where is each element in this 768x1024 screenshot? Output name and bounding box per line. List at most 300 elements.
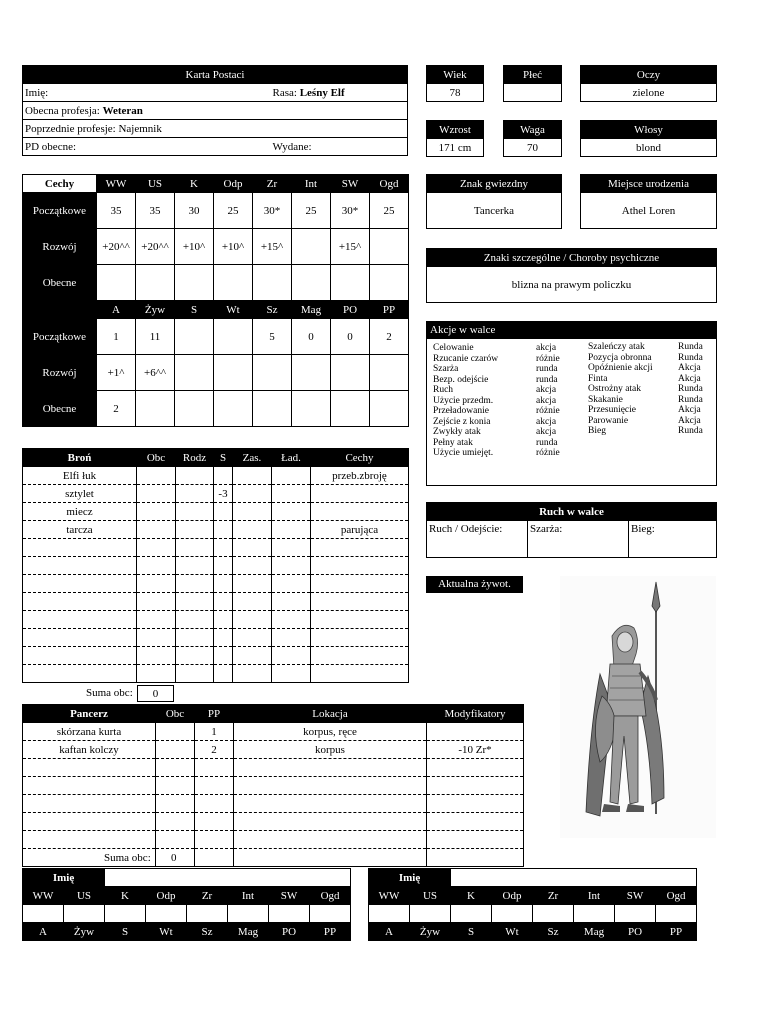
weapon-cell[interactable] <box>311 629 409 647</box>
weapon-cell[interactable] <box>272 629 311 647</box>
combat-actions-right-list <box>588 342 718 437</box>
companion-stat-header: Zr <box>187 887 228 905</box>
armour-cell[interactable] <box>234 831 427 849</box>
weapon-cell[interactable] <box>272 665 311 683</box>
weapon-cell[interactable] <box>176 521 214 539</box>
companion-stat-header: Zr <box>533 887 574 905</box>
companion-stat-header: Wt <box>146 923 187 941</box>
weapon-cell[interactable]: tarcza <box>23 521 137 539</box>
combat-action-name: Finta <box>588 373 608 384</box>
combat-action-type: Akcja <box>678 405 701 415</box>
stat-header-int: Int <box>292 175 331 193</box>
stat-cell[interactable] <box>370 391 409 427</box>
companion-stat-header: Ogd <box>310 887 351 905</box>
stat-cell[interactable] <box>97 265 136 301</box>
combat-action-type: Runda <box>678 352 703 363</box>
weapon-cell[interactable] <box>311 647 409 665</box>
weapon-cell[interactable] <box>137 557 176 575</box>
stat-cell[interactable]: 2 <box>97 391 136 427</box>
weapon-cell[interactable] <box>233 557 272 575</box>
companion-stat-header: SW <box>615 887 656 905</box>
armour-cell[interactable] <box>195 777 234 795</box>
name-row[interactable] <box>23 84 408 102</box>
armour-sum-value[interactable]: 0 <box>171 852 177 864</box>
stat-cell[interactable]: 35 <box>97 193 136 229</box>
hair-label: Włosy <box>581 121 717 139</box>
armour-header: Pancerz <box>23 705 156 723</box>
stat-cell[interactable]: 25 <box>214 193 253 229</box>
stat-cell[interactable] <box>253 391 292 427</box>
race-value[interactable]: Leśny Elf <box>299 86 345 99</box>
weapon-cell[interactable] <box>176 539 214 557</box>
companion-stat-cell[interactable] <box>656 905 697 923</box>
stat-header-s: S <box>175 301 214 319</box>
stat-cell[interactable]: 25 <box>292 193 331 229</box>
companion-stat-cell[interactable] <box>310 905 351 923</box>
weapon-cell[interactable]: Elfi łuk <box>23 467 137 485</box>
weapon-row <box>23 503 409 521</box>
combat-action-item <box>433 343 576 354</box>
weapon-cell[interactable] <box>272 539 311 557</box>
companion-stat-cell[interactable] <box>23 905 64 923</box>
weapons-sum-value[interactable]: 0 <box>137 685 174 702</box>
weapon-row <box>23 629 409 647</box>
combat-action-name: Użycie umiejęt. <box>433 448 494 458</box>
weapon-cell[interactable] <box>272 485 311 503</box>
character-card <box>22 65 408 156</box>
weapon-cell[interactable] <box>214 647 233 665</box>
weight-value[interactable]: 70 <box>504 139 562 157</box>
stat-cell[interactable]: 35 <box>136 193 175 229</box>
weapon-cell[interactable] <box>233 521 272 539</box>
weapon-cell[interactable] <box>23 647 137 665</box>
row-label-advance-secondary: Rozwój <box>23 355 97 391</box>
stat-cell[interactable] <box>214 391 253 427</box>
current-wounds-label[interactable]: Aktualna żywot. <box>426 576 523 593</box>
stat-cell[interactable] <box>331 391 370 427</box>
weapon-cell[interactable] <box>311 665 409 683</box>
weapon-cell[interactable] <box>176 611 214 629</box>
stat-cell[interactable]: +1^ <box>97 355 136 391</box>
weapon-cell[interactable] <box>272 521 311 539</box>
weapon-cell[interactable] <box>214 503 233 521</box>
weapon-cell[interactable] <box>311 575 409 593</box>
weapon-cell[interactable] <box>137 575 176 593</box>
combat-action-name: Parowanie <box>588 415 629 426</box>
armour-cell[interactable]: 2 <box>195 741 234 759</box>
combat-action-item <box>588 353 718 364</box>
weapon-cell[interactable]: parująca <box>311 521 409 539</box>
armour-cell[interactable] <box>156 813 195 831</box>
stat-cell[interactable] <box>292 229 331 265</box>
weapon-cell[interactable] <box>137 539 176 557</box>
weight-label: Waga <box>504 121 562 139</box>
companion-stat-cell[interactable] <box>64 905 105 923</box>
combat-action-name: Rzucanie czarów <box>433 353 499 364</box>
stat-cell[interactable] <box>136 265 175 301</box>
weapon-cell[interactable] <box>233 611 272 629</box>
weapon-cell[interactable] <box>176 557 214 575</box>
weapon-cell[interactable] <box>272 575 311 593</box>
eyes-value[interactable]: zielone <box>581 84 717 102</box>
armour-cell[interactable] <box>195 849 234 867</box>
stats-cechy-label: Cechy <box>23 175 97 193</box>
weapon-cell[interactable] <box>137 629 176 647</box>
armour-cell[interactable]: skórzana kurta <box>23 723 156 741</box>
weapon-cell[interactable] <box>233 503 272 521</box>
stat-header-ogd: Ogd <box>370 175 409 193</box>
weapon-cell[interactable] <box>23 665 137 683</box>
weapon-cell[interactable] <box>23 593 137 611</box>
combat-action-name: Ruch <box>433 385 454 395</box>
armour-cell[interactable] <box>156 723 195 741</box>
armour-cell[interactable] <box>23 831 156 849</box>
weapon-row <box>23 467 409 485</box>
weapon-cell[interactable] <box>311 503 409 521</box>
card-title: Karta Postaci <box>23 66 408 84</box>
armour-cell[interactable] <box>156 777 195 795</box>
companion-stat-cell[interactable] <box>410 905 451 923</box>
stat-cell[interactable] <box>214 319 253 355</box>
weapon-cell[interactable] <box>23 611 137 629</box>
companion-stat-header: Mag <box>228 923 269 941</box>
weapon-cell[interactable] <box>23 629 137 647</box>
stat-cell[interactable]: 30 <box>175 193 214 229</box>
companion-name-field[interactable] <box>451 869 697 887</box>
weapon-cell[interactable] <box>214 611 233 629</box>
armour-cell[interactable] <box>156 741 195 759</box>
armour-cell[interactable]: korpus <box>234 741 427 759</box>
stat-cell[interactable]: +20^^ <box>97 229 136 265</box>
weapons-header: Ład. <box>272 449 311 467</box>
weapon-cell[interactable] <box>272 593 311 611</box>
combat-action-item <box>433 354 576 365</box>
combat-action-name: Przeładowanie <box>433 406 489 416</box>
armour-cell[interactable] <box>427 831 524 849</box>
stat-cell[interactable] <box>136 391 175 427</box>
marks-value[interactable]: blizna na prawym policzku <box>427 267 717 303</box>
sex-value[interactable] <box>504 84 562 102</box>
weapon-cell[interactable] <box>233 539 272 557</box>
hair-value[interactable]: blond <box>581 139 717 157</box>
weapon-cell[interactable] <box>176 629 214 647</box>
stat-cell[interactable]: 11 <box>136 319 175 355</box>
weapon-cell[interactable] <box>214 557 233 575</box>
combat-action-item <box>588 426 718 437</box>
armour-cell[interactable] <box>156 795 195 813</box>
armour-cell[interactable] <box>234 759 427 777</box>
career-label: Obecna profesja: <box>25 104 100 117</box>
weapon-cell[interactable]: przeb.zbroję <box>311 467 409 485</box>
run-field[interactable] <box>629 521 716 557</box>
weapons-header: Broń <box>23 449 137 467</box>
companion-stat-header: Odp <box>492 887 533 905</box>
stat-cell[interactable] <box>214 265 253 301</box>
stat-cell[interactable] <box>253 355 292 391</box>
companion-stat-cell[interactable] <box>369 905 410 923</box>
weapon-cell[interactable] <box>233 485 272 503</box>
stat-header-mag: Mag <box>292 301 331 319</box>
weapon-cell[interactable] <box>137 485 176 503</box>
combat-action-item <box>433 375 576 386</box>
stat-cell[interactable]: +15^ <box>253 229 292 265</box>
armour-cell[interactable] <box>427 777 524 795</box>
stat-cell[interactable] <box>253 265 292 301</box>
companion-stat-cell[interactable] <box>105 905 146 923</box>
weapon-cell[interactable] <box>23 539 137 557</box>
armour-header: Obc <box>156 705 195 723</box>
weapon-cell[interactable] <box>233 467 272 485</box>
companion-stats-table <box>22 868 351 941</box>
armour-cell[interactable] <box>234 813 427 831</box>
weapon-cell[interactable] <box>311 557 409 575</box>
stat-cell[interactable]: +10^ <box>214 229 253 265</box>
weapon-cell[interactable] <box>137 647 176 665</box>
weapon-cell[interactable] <box>311 611 409 629</box>
combat-action-item <box>433 406 576 417</box>
combat-action-name: Skakanie <box>588 394 623 405</box>
weapon-cell[interactable] <box>137 503 176 521</box>
row-label-current-secondary: Obecne <box>23 391 97 427</box>
companion-stat-cell[interactable] <box>451 905 492 923</box>
combat-action-type: akcja <box>536 385 557 395</box>
stat-cell[interactable]: 30* <box>331 193 370 229</box>
stat-cell[interactable] <box>175 319 214 355</box>
weapon-row <box>23 611 409 629</box>
stat-cell[interactable] <box>214 355 253 391</box>
weapons-header: S <box>214 449 233 467</box>
stat-cell[interactable]: 0 <box>331 319 370 355</box>
weapon-cell[interactable] <box>233 593 272 611</box>
weapon-cell[interactable] <box>176 503 214 521</box>
weapon-cell[interactable] <box>214 521 233 539</box>
stat-cell[interactable] <box>175 391 214 427</box>
stat-cell[interactable] <box>331 265 370 301</box>
xp-row[interactable] <box>23 138 408 156</box>
stat-header-k: K <box>175 175 214 193</box>
row-label-starting-secondary: Początkowe <box>23 319 97 355</box>
career-row[interactable] <box>23 102 408 120</box>
combat-action-type: różnie <box>536 448 560 458</box>
armour-cell[interactable]: korpus, ręce <box>234 723 427 741</box>
companion-stat-header: S <box>451 923 492 941</box>
companion-stat-header: PP <box>656 923 697 941</box>
star-sign-value[interactable]: Tancerka <box>427 193 562 229</box>
stat-cell[interactable] <box>175 265 214 301</box>
weapon-cell[interactable] <box>137 593 176 611</box>
weapon-cell[interactable] <box>272 467 311 485</box>
armour-cell[interactable] <box>427 795 524 813</box>
companion-name-field[interactable] <box>105 869 351 887</box>
weapon-cell[interactable] <box>272 647 311 665</box>
weapon-cell[interactable] <box>214 629 233 647</box>
companion-stat-cell[interactable] <box>574 905 615 923</box>
weapon-row <box>23 593 409 611</box>
armour-cell[interactable] <box>195 831 234 849</box>
weapon-cell[interactable] <box>176 665 214 683</box>
companion-stat-cell[interactable] <box>228 905 269 923</box>
previous-careers-label: Poprzednie profesje: <box>25 122 116 135</box>
armour-cell[interactable] <box>234 795 427 813</box>
armour-cell[interactable] <box>156 831 195 849</box>
combat-action-type: akcja <box>536 416 557 427</box>
armour-cell[interactable] <box>23 759 156 777</box>
combat-action-name: Bezp. odejście <box>433 374 489 385</box>
sex-box <box>503 65 562 102</box>
weapon-cell[interactable] <box>311 593 409 611</box>
stat-cell[interactable]: +10^ <box>175 229 214 265</box>
weapon-cell[interactable] <box>311 539 409 557</box>
weapon-cell[interactable] <box>214 593 233 611</box>
companion-name-label: Imię <box>23 869 105 887</box>
weapon-cell[interactable]: sztylet <box>23 485 137 503</box>
companion-name-label: Imię <box>369 869 451 887</box>
stat-cell[interactable]: 25 <box>370 193 409 229</box>
stat-cell[interactable] <box>370 265 409 301</box>
weapon-cell[interactable] <box>214 575 233 593</box>
companion-stat-header: Int <box>228 887 269 905</box>
weapon-row <box>23 647 409 665</box>
weapon-cell[interactable] <box>137 665 176 683</box>
companion-stat-cell[interactable] <box>187 905 228 923</box>
row-label-current: Obecne <box>23 265 97 301</box>
companion-stat-header: Sz <box>533 923 574 941</box>
armour-cell[interactable]: kaftan kolczy <box>23 741 156 759</box>
armour-cell[interactable] <box>427 723 524 741</box>
weapon-cell[interactable] <box>272 557 311 575</box>
weapon-cell[interactable] <box>176 485 214 503</box>
stat-cell[interactable]: 5 <box>253 319 292 355</box>
weapon-cell[interactable] <box>233 647 272 665</box>
stat-cell[interactable]: +15^ <box>331 229 370 265</box>
eyes-box <box>580 65 717 102</box>
armour-cell[interactable] <box>234 849 427 867</box>
weapon-cell[interactable] <box>272 611 311 629</box>
companion-stat-header: S <box>105 923 146 941</box>
birthplace-value[interactable]: Athel Loren <box>581 193 717 229</box>
weapon-cell[interactable] <box>137 467 176 485</box>
armour-cell[interactable] <box>23 795 156 813</box>
age-value[interactable]: 78 <box>427 84 484 102</box>
armour-cell[interactable] <box>427 813 524 831</box>
stat-cell[interactable]: +6^^ <box>136 355 175 391</box>
combat-action-name: Opóźnienie akcji <box>588 363 653 373</box>
companion-stat-cell[interactable] <box>533 905 574 923</box>
weapon-cell[interactable] <box>137 611 176 629</box>
armour-cell[interactable] <box>23 813 156 831</box>
companion-stat-header: A <box>23 923 64 941</box>
armour-cell[interactable] <box>427 759 524 777</box>
companion-stat-cell[interactable] <box>269 905 310 923</box>
stat-cell[interactable]: 30* <box>253 193 292 229</box>
companion-stat-cell[interactable] <box>492 905 533 923</box>
armour-cell[interactable]: -10 Zr* <box>427 741 524 759</box>
stat-header-zyw: Żyw <box>136 301 175 319</box>
movement-box <box>426 502 717 558</box>
weapon-cell[interactable] <box>214 665 233 683</box>
companion-stat-cell[interactable] <box>146 905 187 923</box>
stat-cell[interactable]: 1 <box>97 319 136 355</box>
armour-row <box>23 759 524 777</box>
companion-stat-cell[interactable] <box>615 905 656 923</box>
stat-cell[interactable]: 2 <box>370 319 409 355</box>
weapon-cell[interactable] <box>23 575 137 593</box>
stat-cell[interactable] <box>331 355 370 391</box>
armour-cell[interactable] <box>195 759 234 777</box>
combat-action-name: Zwykły atak <box>433 427 481 437</box>
combat-action-type: różnie <box>536 353 560 364</box>
row-label-advance: Rozwój <box>23 229 97 265</box>
previous-careers-row[interactable] <box>23 120 408 138</box>
sex-label: Płeć <box>504 66 562 84</box>
weapon-cell[interactable] <box>214 539 233 557</box>
weapon-cell[interactable]: miecz <box>23 503 137 521</box>
weapon-cell[interactable] <box>311 485 409 503</box>
armour-row <box>23 777 524 795</box>
weapon-cell[interactable] <box>176 467 214 485</box>
career-value[interactable]: Weteran <box>102 104 143 117</box>
companion-stats-table <box>368 868 697 941</box>
move-field[interactable] <box>427 521 528 557</box>
companion-stat-header: Sz <box>187 923 228 941</box>
stat-cell[interactable] <box>292 391 331 427</box>
stat-cell[interactable] <box>175 355 214 391</box>
stats-table <box>22 174 409 427</box>
weapon-cell[interactable] <box>23 557 137 575</box>
weapon-cell[interactable] <box>137 521 176 539</box>
combat-action-item <box>433 417 576 428</box>
weapon-cell[interactable] <box>214 467 233 485</box>
weapons-table <box>22 448 409 683</box>
stat-cell[interactable] <box>292 265 331 301</box>
armour-cell[interactable] <box>234 777 427 795</box>
weapon-cell[interactable]: -3 <box>214 485 233 503</box>
companion-stat-header: Ogd <box>656 887 697 905</box>
armour-cell[interactable] <box>427 849 524 867</box>
stat-cell[interactable]: 0 <box>292 319 331 355</box>
armour-table <box>22 704 524 867</box>
stat-cell[interactable]: +20^^ <box>136 229 175 265</box>
height-value[interactable]: 171 cm <box>427 139 484 157</box>
birthplace-label: Miejsce urodzenia <box>581 175 717 193</box>
stat-header-us: US <box>136 175 175 193</box>
stat-cell[interactable] <box>370 355 409 391</box>
stat-cell[interactable] <box>370 229 409 265</box>
weapon-row <box>23 539 409 557</box>
armour-cell[interactable] <box>195 795 234 813</box>
weapon-cell[interactable] <box>233 629 272 647</box>
armour-cell[interactable] <box>195 813 234 831</box>
armour-cell[interactable] <box>156 759 195 777</box>
weapon-cell[interactable] <box>272 503 311 521</box>
weapon-cell[interactable] <box>176 593 214 611</box>
charge-field[interactable] <box>528 521 629 557</box>
armour-cell[interactable] <box>23 777 156 795</box>
stat-cell[interactable] <box>292 355 331 391</box>
birthplace-box <box>580 174 717 229</box>
weapon-cell[interactable] <box>176 575 214 593</box>
weapon-cell[interactable] <box>233 665 272 683</box>
companion-stat-header: PP <box>310 923 351 941</box>
weapon-cell[interactable] <box>176 647 214 665</box>
armour-cell[interactable]: 1 <box>195 723 234 741</box>
combat-action-item <box>433 385 576 396</box>
height-box <box>426 120 484 157</box>
previous-careers-value[interactable]: Najemnik <box>118 122 162 135</box>
combat-action-type: akcja <box>536 395 557 406</box>
name-label: Imię: <box>25 86 49 99</box>
weapon-cell[interactable] <box>233 575 272 593</box>
